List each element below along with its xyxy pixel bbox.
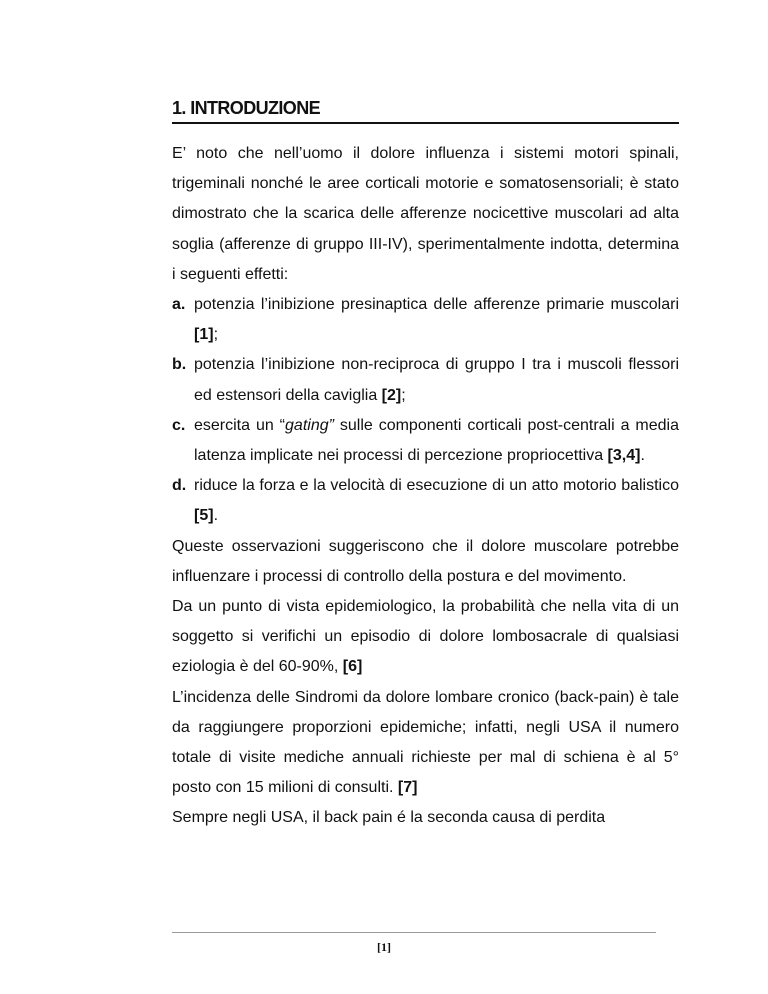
list-item	[172, 411, 679, 471]
paragraph-incidence: L’incidenza delle Sindromi da dolore lombare cronico (back-pain) è tale da raggiungere proporzioni epidemiche; infatti, negli USA il numero totale di visite mediche annuali richieste per mal di schiena è al 5° posto con 15 milioni di consulti. [7]	[172, 688, 679, 797]
list-item	[172, 471, 679, 531]
list-marker: b.	[172, 356, 187, 374]
list-marker: a.	[172, 296, 186, 314]
citation: [1]	[194, 326, 214, 344]
paragraph-intro: E’ noto che nell’uomo il dolore influenza i sistemi motori spinali, trigeminali nonché le aree corticali motorie e somatosensoriali; è stato dimostrato che la scarica delle afferenze nocicettive muscolari ad alta soglia (afferenze di gruppo III-IV), sperimentalmente indotta, determina i seguenti effetti:	[172, 145, 679, 283]
list-marker: d.	[172, 477, 187, 495]
citation: [6]	[342, 658, 363, 676]
list-marker: c.	[172, 416, 186, 434]
section-title: 1. INTRODUZIONE	[172, 98, 321, 118]
paragraph-back-pain: Sempre negli USA, il back pain é la seconda causa di perdita	[172, 809, 606, 827]
citation: [7]	[397, 779, 418, 797]
footer-divider	[172, 932, 656, 933]
citation: [5]	[194, 507, 214, 525]
citation: [2]	[381, 386, 402, 404]
list-item-text: potenzia l’inibizione presinaptica delle afferenze primarie muscolari [1];	[194, 296, 679, 344]
list-item-text: esercita un “gating” sulle componenti corticali post-centrali a media latenza implicate nei processi di percezione propriocettiva [3,4].	[194, 416, 679, 465]
citation: [3,4]	[607, 447, 641, 465]
paragraph-epidemiology: Da un punto di vista epidemiologico, la probabilità che nella vita di un soggetto si verifichi un episodio di dolore lombosacrale di qualsiasi eziologia è del 60-90%, [6]	[172, 598, 679, 676]
list-item-text: potenzia l’inibizione non-reciproca di gruppo I tra i muscoli flessori ed estensori della caviglia [2];	[194, 356, 679, 404]
list-item	[172, 350, 679, 410]
list-item	[172, 290, 679, 350]
section-heading	[172, 98, 679, 124]
paragraph-observations: Queste osservazioni suggeriscono che il dolore muscolare potrebbe influenzare i processi di controllo della postura e del movimento.	[172, 537, 679, 585]
page-number: [1]	[377, 940, 391, 954]
list-item-text: riduce la forza e la velocità di esecuzione di un atto motorio balistico [5].	[194, 477, 679, 525]
body-text	[172, 139, 679, 834]
emphasis-term: gating”	[285, 416, 334, 434]
